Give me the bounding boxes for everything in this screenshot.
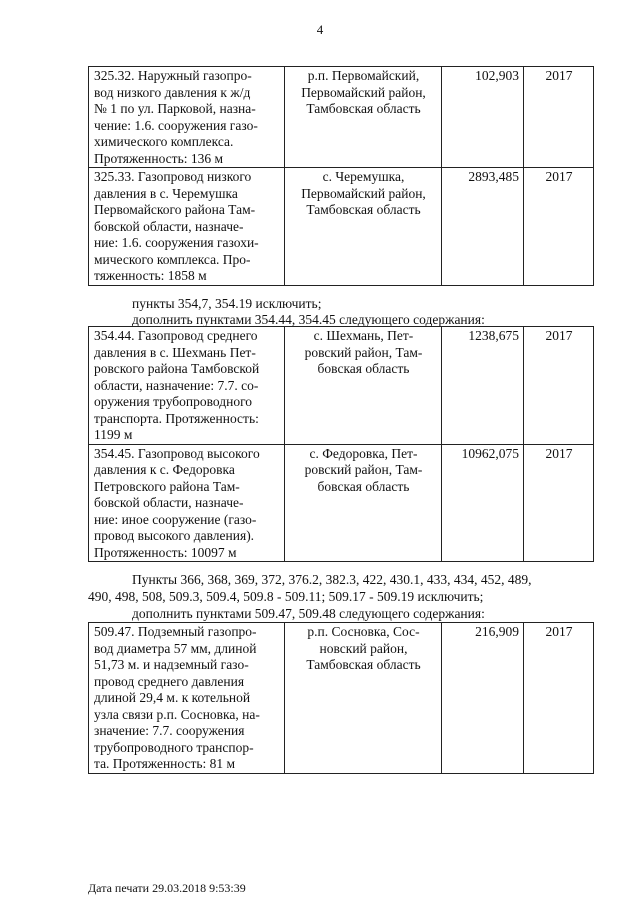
value-cell: 2893,485 — [442, 168, 524, 286]
table-row — [89, 623, 594, 774]
description-line: та. Протяженность: 81 м — [94, 756, 236, 771]
description-line: трубопроводного транспор- — [94, 739, 254, 755]
location-line: новский район, — [319, 640, 408, 656]
page-number: 4 — [316, 22, 324, 37]
description-line: 354.44. Газопровод среднего — [94, 328, 258, 343]
description-line: узла связи р.п. Сосновка, на- — [94, 706, 260, 722]
description-line: давления к с. Федоровка — [94, 462, 235, 477]
description-line: тяженность: 1858 м — [94, 268, 207, 283]
location-line: с. Федоровка, Пет- — [309, 445, 418, 461]
description-line: оружения трубопроводного — [94, 394, 253, 409]
description-line: Протяженность: 136 м — [94, 150, 224, 166]
location-line: Первомайский район, — [301, 185, 426, 201]
location-cell — [285, 67, 442, 168]
object-description-cell — [89, 327, 285, 445]
description-line: 354.45. Газопровод высокого — [94, 445, 260, 461]
table-row — [89, 67, 594, 168]
object-description-cell — [89, 67, 285, 168]
year-cell: 2017 — [524, 444, 594, 562]
location-line: ровский район, Там- — [304, 344, 423, 360]
year-cell: 2017 — [524, 67, 594, 168]
description-line: 325.32. Наружный газопро- — [94, 68, 252, 83]
description-line: вод низкого давления к ж/д — [94, 84, 251, 100]
location-line: Тамбовская область — [306, 657, 421, 672]
description-line: № 1 по ул. Парковой, назна- — [94, 101, 256, 116]
description-line: провод высокого давления). — [94, 528, 255, 543]
object-description-cell — [89, 623, 285, 774]
description-line: 509.47. Подземный газопро- — [94, 624, 257, 639]
description-line: 1199 м — [94, 427, 133, 442]
description-line: транспорта. Протяженность: — [94, 410, 259, 426]
table-row — [89, 327, 594, 445]
year-cell: 2017 — [524, 168, 594, 286]
description-line: 325.33. Газопровод низкого — [94, 169, 252, 184]
description-line: 51,73 м. и надземный газо- — [94, 657, 249, 672]
description-line: ние: 1.6. сооружения газохи- — [94, 235, 259, 250]
print-date: Дата печати 29.03.2018 9:53:39 — [88, 881, 246, 895]
exclusion-paragraph-2-line-2: 490, 498, 508, 509.3, 509.4, 509.8 - 509.11; 509.17 - 509.19 исключить; — [88, 589, 484, 604]
location-cell — [285, 168, 442, 286]
description-line: длиной 29,4 м. к котельной — [94, 690, 251, 705]
registry-table-2 — [88, 326, 594, 562]
location-line: Тамбовская область — [306, 202, 421, 217]
location-line: с. Черемушка, — [322, 169, 405, 184]
location-line: бовская область — [317, 361, 410, 376]
table-row — [89, 168, 594, 286]
registry-table-3 — [88, 622, 594, 774]
description-line: провод среднего давления — [94, 673, 245, 689]
description-line: значение: 7.7. сооружения — [94, 723, 245, 738]
object-description-cell — [89, 444, 285, 562]
description-line: давления в с. Черемушка — [94, 185, 238, 201]
year-cell: 2017 — [524, 623, 594, 774]
location-cell — [285, 444, 442, 562]
description-line: Петровского района Там- — [94, 478, 240, 494]
description-line: химического комплекса. — [94, 134, 234, 149]
value-cell: 10962,075 — [442, 444, 524, 562]
location-line: ровский район, Там- — [304, 462, 423, 477]
description-line: бовской области, назначе- — [94, 495, 244, 510]
addition-paragraph-1: дополнить пунктами 354.44, 354.45 следующего содержания: — [132, 312, 485, 327]
table-row — [89, 444, 594, 562]
description-line: области, назначение: 7.7. со- — [94, 377, 259, 393]
location-line: р.п. Первомайский, — [307, 68, 420, 83]
value-cell: 216,909 — [442, 623, 524, 774]
location-line: Тамбовская область — [306, 101, 421, 116]
description-line: давления в с. Шехмань Пет- — [94, 344, 256, 360]
location-cell — [285, 327, 442, 445]
registry-table-1 — [88, 66, 594, 286]
location-line: бовская область — [317, 478, 410, 494]
exclusion-paragraph-2-line-1: Пункты 366, 368, 369, 372, 376.2, 382.3, 422, 430.1, 433, 434, 452, 489, — [132, 572, 532, 587]
description-line: ние: иное сооружение (газо- — [94, 511, 257, 527]
description-line: ровского района Тамбовской — [94, 361, 260, 376]
addition-paragraph-2: дополнить пунктами 509.47, 509.48 следующего содержания: — [132, 606, 485, 621]
description-line: Первомайского района Там- — [94, 202, 256, 217]
location-cell — [285, 623, 442, 774]
location-line: р.п. Сосновка, Сос- — [307, 624, 420, 639]
description-line: бовской области, назначе- — [94, 218, 244, 234]
location-line: Первомайский район, — [301, 84, 426, 100]
year-cell: 2017 — [524, 327, 594, 445]
description-line: вод диаметра 57 мм, длиной — [94, 640, 257, 656]
exclusion-paragraph-1: пункты 354,7, 354.19 исключить; — [132, 296, 322, 311]
description-line: Протяженность: 10097 м — [94, 544, 237, 560]
description-line: мического комплекса. Про- — [94, 251, 251, 267]
object-description-cell — [89, 168, 285, 286]
description-line: чение: 1.6. сооружения газо- — [94, 117, 258, 133]
value-cell: 1238,675 — [442, 327, 524, 445]
location-line: с. Шехмань, Пет- — [313, 328, 414, 343]
value-cell: 102,903 — [442, 67, 524, 168]
